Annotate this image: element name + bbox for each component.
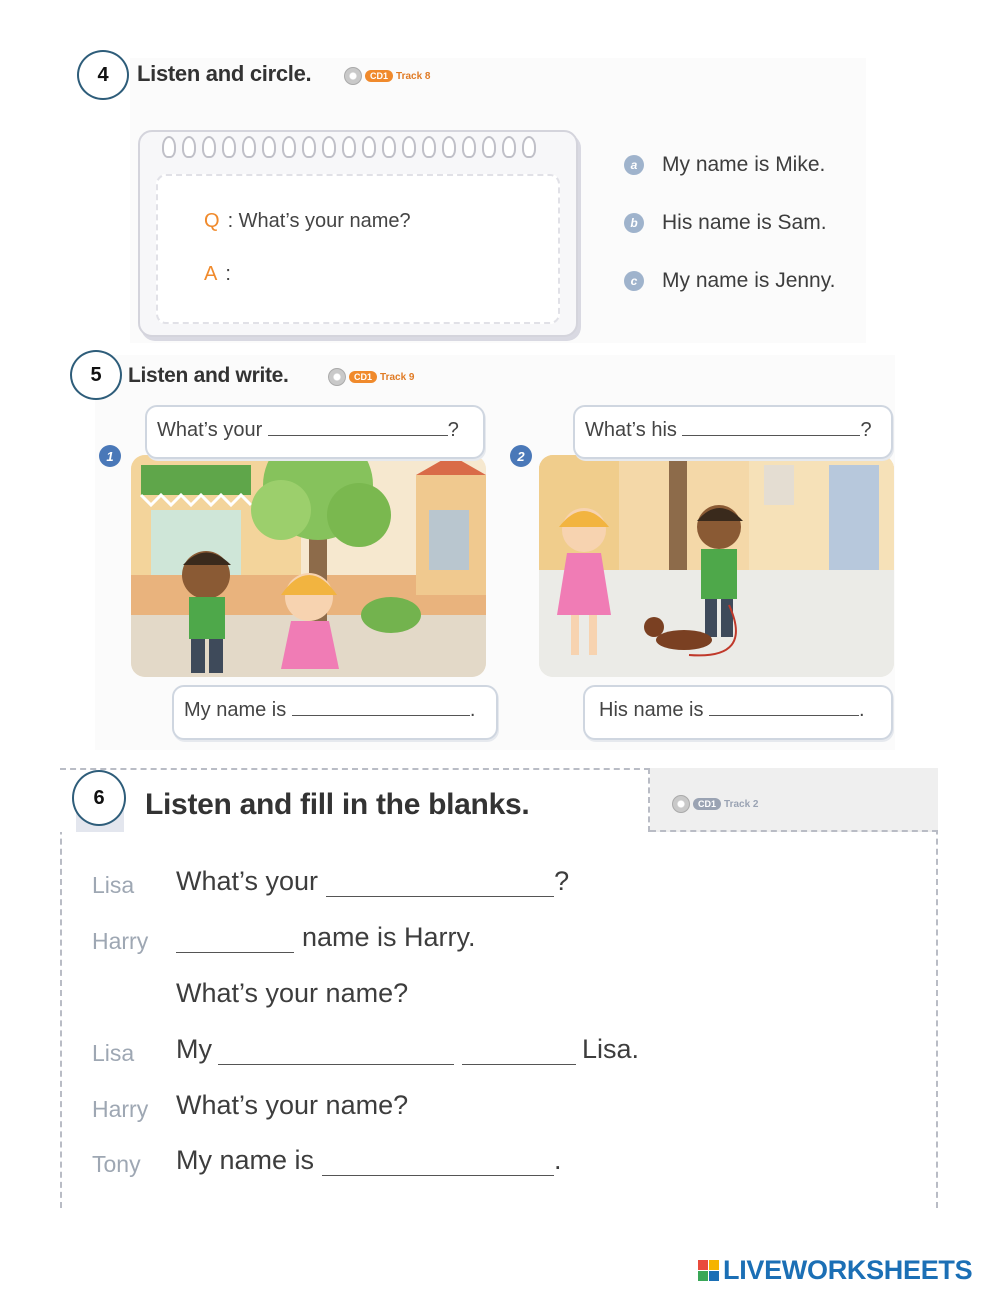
line-6-blank[interactable] — [322, 1175, 554, 1176]
picture-2-question-suffix: ? — [860, 419, 872, 441]
picture-2-answer-prefix: His name is — [599, 699, 704, 721]
line-5-before: What’s your name? — [176, 1090, 409, 1120]
cd-label: CD1 — [693, 798, 721, 810]
line-3-before: What’s your name? — [176, 978, 409, 1008]
option-b-text: His name is Sam. — [662, 211, 827, 234]
line-6-before: My name is — [176, 1145, 315, 1175]
picture-1-answer-blank[interactable] — [292, 715, 470, 716]
picture-1-question-bubble — [145, 405, 485, 459]
section-5-title: Listen and write. — [128, 364, 289, 387]
cd-icon — [344, 67, 362, 85]
track-label: Track 8 — [396, 70, 431, 82]
cd-label: CD1 — [365, 70, 393, 82]
a-label: A — [204, 263, 218, 285]
answer-text: : — [225, 263, 231, 285]
line-3 — [176, 978, 408, 1009]
line-1-after: ? — [554, 866, 570, 896]
cd-label: CD1 — [349, 371, 377, 383]
picture-1-question-blank[interactable] — [268, 435, 448, 436]
track-label: Track 9 — [380, 371, 415, 383]
picture-1-scene — [131, 455, 486, 677]
option-b[interactable] — [624, 211, 827, 235]
line-6-speaker: Tony — [92, 1151, 141, 1177]
logo-text: LIVEWORKSHEETS — [723, 1255, 973, 1285]
line-4-before: My — [176, 1034, 212, 1064]
notepad-rings — [162, 136, 536, 158]
notepad-inner — [156, 174, 560, 324]
picture-2-question-blank[interactable] — [682, 435, 860, 436]
picture-1-answer-prefix: My name is — [184, 699, 287, 721]
cd-icon — [672, 795, 690, 813]
question-line — [204, 210, 411, 233]
picture-1-number: 1 — [99, 445, 121, 467]
option-a[interactable] — [624, 153, 825, 177]
option-c[interactable] — [624, 269, 836, 293]
answer-line — [204, 263, 231, 286]
line-1 — [176, 866, 569, 897]
line-6 — [176, 1145, 562, 1176]
line-2-speaker: Harry — [92, 928, 149, 954]
line-4-blank-2[interactable] — [462, 1064, 576, 1065]
line-1-speaker: Lisa — [92, 872, 135, 898]
option-a-bullet: a — [624, 155, 644, 175]
line-2 — [176, 922, 476, 953]
section-4-title: Listen and circle. — [137, 61, 312, 86]
picture-1-answer-suffix: . — [469, 699, 476, 721]
section-5-number-badge: 5 — [70, 350, 122, 400]
picture-1-question-prefix: What’s your — [157, 419, 263, 441]
line-1-before: What’s your — [176, 866, 319, 896]
q-label: Q — [204, 210, 220, 232]
notepad-card — [138, 130, 578, 337]
picture-2-answer-blank[interactable] — [709, 715, 859, 716]
option-c-text: My name is Jenny. — [662, 269, 836, 292]
option-c-bullet: c — [624, 271, 644, 291]
line-1-blank[interactable] — [326, 896, 554, 897]
section-6-title: Listen and fill in the blanks. — [145, 788, 530, 821]
picture-2-scene — [539, 455, 894, 677]
picture-1-answer-bubble — [172, 685, 498, 740]
section-6-cd-chip — [672, 795, 759, 813]
picture-2-number: 2 — [510, 445, 532, 467]
question-text: : What’s your name? — [227, 210, 411, 232]
picture-2-answer-suffix: . — [859, 699, 865, 721]
line-4-after: Lisa. — [582, 1034, 640, 1064]
line-4 — [176, 1034, 639, 1065]
picture-2-answer-bubble — [583, 685, 893, 740]
line-5-speaker: Harry — [92, 1096, 149, 1122]
line-2-blank[interactable] — [176, 952, 294, 953]
line-4-speaker: Lisa — [92, 1040, 135, 1066]
liveworksheets-logo[interactable] — [698, 1255, 972, 1286]
line-5 — [176, 1090, 408, 1121]
cd-icon — [328, 368, 346, 386]
line-6-after: . — [554, 1145, 562, 1175]
picture-1-question-suffix: ? — [447, 419, 459, 441]
section-6-number-badge: 6 — [72, 770, 126, 826]
option-b-bullet: b — [624, 213, 644, 233]
picture-2-question-prefix: What’s his — [585, 419, 677, 441]
logo-blocks-icon — [698, 1260, 719, 1281]
section-5-cd-chip — [328, 368, 415, 386]
line-2-after: name is Harry. — [302, 922, 476, 952]
line-4-blank-1[interactable] — [218, 1064, 454, 1065]
track-label: Track 2 — [724, 798, 759, 810]
picture-2-question-bubble — [573, 405, 893, 459]
option-a-text: My name is Mike. — [662, 153, 826, 176]
section-4-cd-chip — [344, 67, 431, 85]
section-4-number-badge: 4 — [77, 50, 129, 100]
